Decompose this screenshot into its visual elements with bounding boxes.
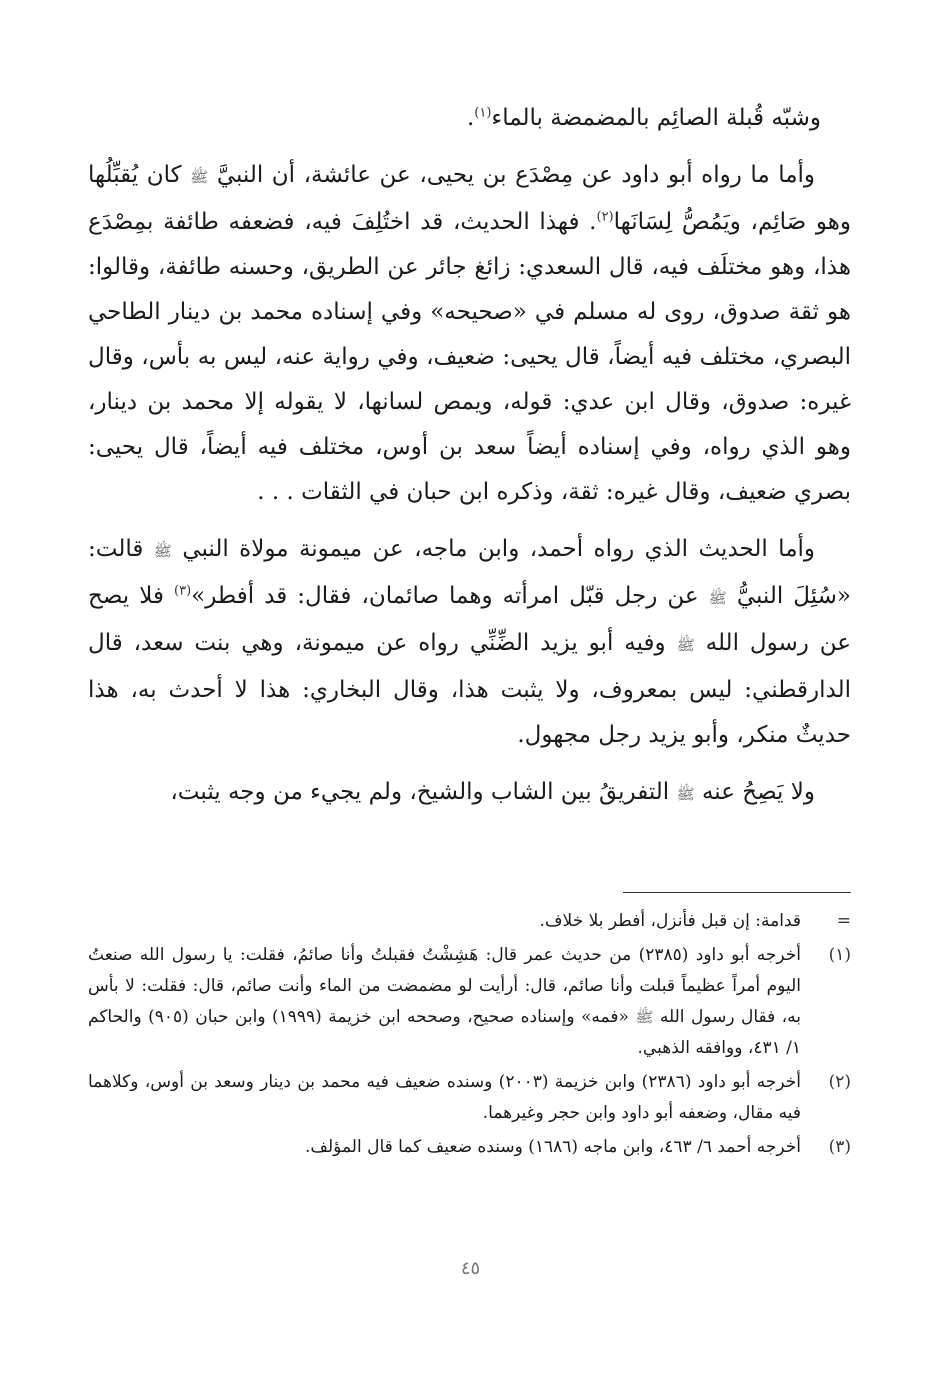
paragraph-4 — [88, 770, 851, 817]
salutation-glyph: ﷺ — [676, 785, 695, 803]
footnote-text: أخرجه أبو داود (٢٣٨٦) وابن خزيمة (٢٠٠٣) وسنده ضعيف فيه محمد بن دينار وسعد بن أوس، وكلاهما فيه مقال، وضعفه أبو داود وابن حجر وغيرهما. — [88, 1072, 802, 1123]
paragraph-3-text-c: عن رجل قبّل امرأته وهما صائمان، فقال: قد أفطر» — [191, 583, 699, 609]
footnote-text: أخرجه أحمد ٦/ ٤٦٣، وابن ماجه (١٦٨٦) وسنده ضعيف كما قال المؤلف. — [305, 1137, 801, 1157]
footnote-separator — [623, 892, 851, 893]
footnote-text-b: «فمه» وإسناده صحيح، وصححه ابن خزيمة (١٩٩٩) وابن حبان (٩٠٥) والحاكم ١/ ٤٣١، ووافقه الذهبي. — [88, 1007, 801, 1058]
paragraph-1-end: . — [466, 105, 475, 131]
footnote-text-a: أخرجه أبو داود (٢٣٨٥) من حديث عمر قال: هَشِشْتُ فقبلتُ وأنا صائمُ، فقلت: يا رسول الله صنعتُ اليوم أمراً عظيماً قبلت وأنا صائم، قال: أرأيت لو مضمضت من الماء وأنت صائم، قال: فقلت: لا بأس به، فقال رسول الله — [88, 945, 802, 1027]
footnote-mark: (١) — [828, 945, 851, 965]
footnote-mark: (٣) — [828, 1137, 851, 1157]
paragraph-3-text-e: وفيه أبو يزيد الضِّنِّي رواه عن ميمونة، وهي بنت سعد، قال الدارقطني: ليس بمعروف، ولا يثبت هذا، وقال البخاري: هذا لا أحدث به، هذا حديثٌ منكر، وأبو يزيد رجل مجهول. — [88, 630, 851, 748]
footnote-3 — [88, 1132, 851, 1163]
paragraph-3-text-d: فلا يصح عن رسول الله — [88, 583, 851, 656]
paragraph-2-text-b: كان يُقبِّلُها وهو صَائِم، ويَمُصُّ لِسَانَها — [88, 162, 852, 235]
footnote-ref-2[interactable]: (٢) — [596, 209, 614, 225]
salutation-glyph: ﷺ — [635, 1008, 654, 1026]
paragraph-1-text: وشبّه قُبلة الصائِم بالمضمضة بالماء — [491, 105, 821, 131]
footnote-mark: = — [836, 911, 851, 931]
paragraph-3 — [88, 527, 851, 758]
paragraph-2-text-a: وأما ما رواه أبو داود عن مِصْدَع بن يحيى، عن عائشة، أن النبيَّ — [216, 162, 816, 188]
page-number: ٤٥ — [460, 1258, 481, 1279]
footnote-2 — [88, 1067, 851, 1129]
salutation-glyph: ﷺ — [190, 168, 209, 186]
paragraph-4-text-b: التفريقُ بين الشاب والشيخ، ولم يجيء من وجه يثبت، — [170, 779, 670, 805]
salutation-glyph: ﷺ — [676, 636, 695, 654]
paragraph-2-text-c: . فهذا الحديث، قد اختُلِفَ فيه، فضعفه طائفة بمِصْدَع هذا، وهو مختلَف فيه، قال السعدي: زائغ جائر عن الطريق، وحسنه طائفة، وقالوا: هو ثقة صدوق، روى له مسلم في «صحيحه» وفي إسناده محمد بن دينار الطاحي البصري، مختلف فيه أيضاً، قال يحيى: ضعيف، وفي رواية عنه، ليس به بأس، وقال غيره: صدوق، وقال ابن عدي: قوله، ويمص لسانها، لا يقوله إلا محمد بن دينار، وهو الذي رواه، وفي إسناده أيضاً سعد بن أوس، مختلف فيه أيضاً، قال يحيى: بصري ضعيف، وقال غيره: ثقة، وذكره ابن حبان في الثقات . . . — [88, 209, 851, 505]
salutation-glyph: ﷺ — [708, 589, 727, 607]
paragraph-2 — [88, 153, 851, 515]
footnote-1 — [88, 940, 851, 1064]
salutation-glyph: ﷺ — [153, 542, 172, 560]
footnote-text: قدامة: إن قبل فأنزل، أفطر بلا خلاف. — [539, 911, 801, 931]
paragraph-3-text-a: وأما الحديث الذي رواه أحمد، وابن ماجه، عن ميمونة مولاة النبي — [182, 536, 816, 562]
paragraph-1 — [88, 96, 851, 141]
footnote-ref-1[interactable]: (١) — [474, 105, 492, 121]
paragraph-4-text-a: ولا يَصِحُ عنه — [701, 779, 815, 805]
footnote-ref-3[interactable]: (٣) — [174, 583, 192, 599]
footnotes — [88, 906, 851, 1163]
footnote-continued — [88, 906, 851, 937]
paragraph-3-text-b: قالت: «سُئِلَ النبيُّ — [88, 536, 852, 609]
footnote-mark: (٢) — [828, 1072, 851, 1092]
main-text — [88, 96, 851, 817]
